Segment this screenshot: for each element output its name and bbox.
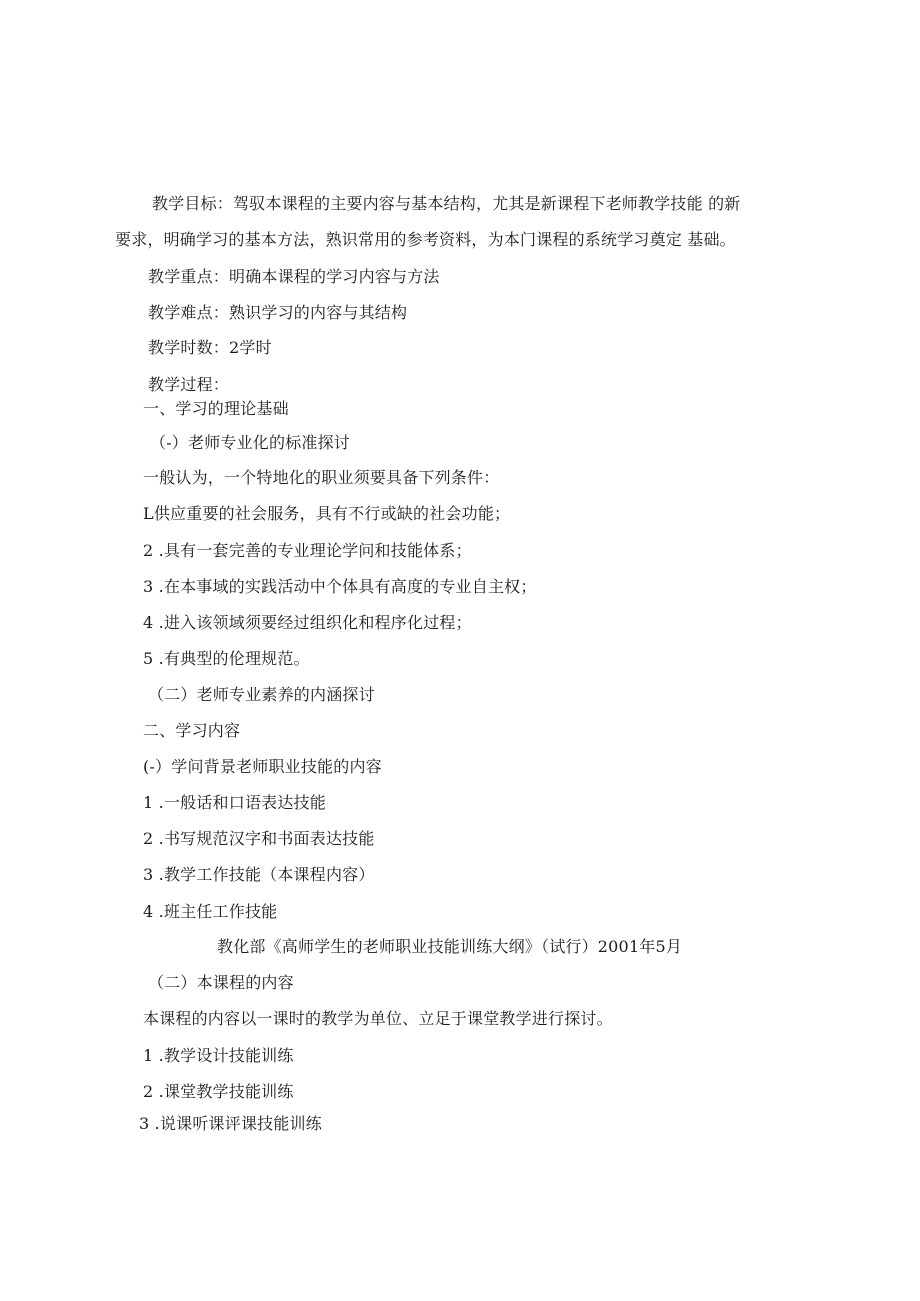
objective-line-2: 要求，明确学习的基本方法，熟识常用的参考资料，为本门课程的系统学习奠定 基础。 (115, 230, 736, 249)
subsection-2-2-heading: （二）本课程的内容 (148, 973, 294, 992)
condition-item-3: 3 .在本事域的实践活动中个体具有高度的专业自主权； (143, 577, 537, 596)
skill-item-2: 2 .书写规范汉字和书面表达技能 (143, 829, 375, 848)
condition-item-1: L供应重要的社会服务，具有不行或缺的社会功能； (143, 504, 511, 523)
process-heading: 教学过程： (148, 375, 230, 394)
hours-line: 教学时数：2学时 (148, 338, 272, 357)
paragraph-conditions-intro: 一般认为，一个特地化的职业须要具备下列条件： (143, 468, 500, 487)
section-1-heading: 一、学习的理论基础 (143, 399, 289, 418)
section-2-heading: 二、学习内容 (143, 721, 241, 740)
training-item-1: 1 .教学设计技能训练 (143, 1046, 294, 1065)
difficulty-line: 教学难点：熟识学习的内容与其结构 (148, 303, 408, 322)
skill-item-4: 4 .班主任工作技能 (143, 902, 278, 921)
condition-item-5: 5 .有典型的伦理规范。 (143, 649, 310, 668)
subsection-1-2-heading: （二）老师专业素养的内涵探讨 (148, 685, 375, 704)
training-item-3: 3 .说课听课评课技能训练 (139, 1114, 322, 1133)
condition-item-2: 2 .具有一套完善的专业理论学问和技能体系； (143, 541, 472, 560)
training-item-2: 2 .课堂教学技能训练 (143, 1082, 294, 1101)
key-point-line: 教学重点：明确本课程的学习内容与方法 (148, 267, 440, 286)
reference-citation: 教化部《高师学生的老师职业技能训练大纲》（试行）2001年5月 (217, 937, 683, 956)
skill-item-3: 3 .教学工作技能（本课程内容） (143, 865, 375, 884)
objective-line-1: 教学目标：驾驭本课程的主要内容与基本结构，尤其是新课程下老师教学技能 的新 (152, 194, 741, 213)
course-content-paragraph: 本课程的内容以一课时的教学为单位、立足于课堂教学进行探讨。 (143, 1009, 613, 1028)
subsection-1-1-heading: （-）老师专业化的标准探讨 (150, 433, 351, 452)
skill-item-1: 1 .一般话和口语表达技能 (143, 793, 326, 812)
condition-item-4: 4 .进入该领域须要经过组织化和程序化过程； (143, 613, 472, 632)
subsection-2-1-heading: (-）学问背景老师职业技能的内容 (143, 757, 382, 776)
